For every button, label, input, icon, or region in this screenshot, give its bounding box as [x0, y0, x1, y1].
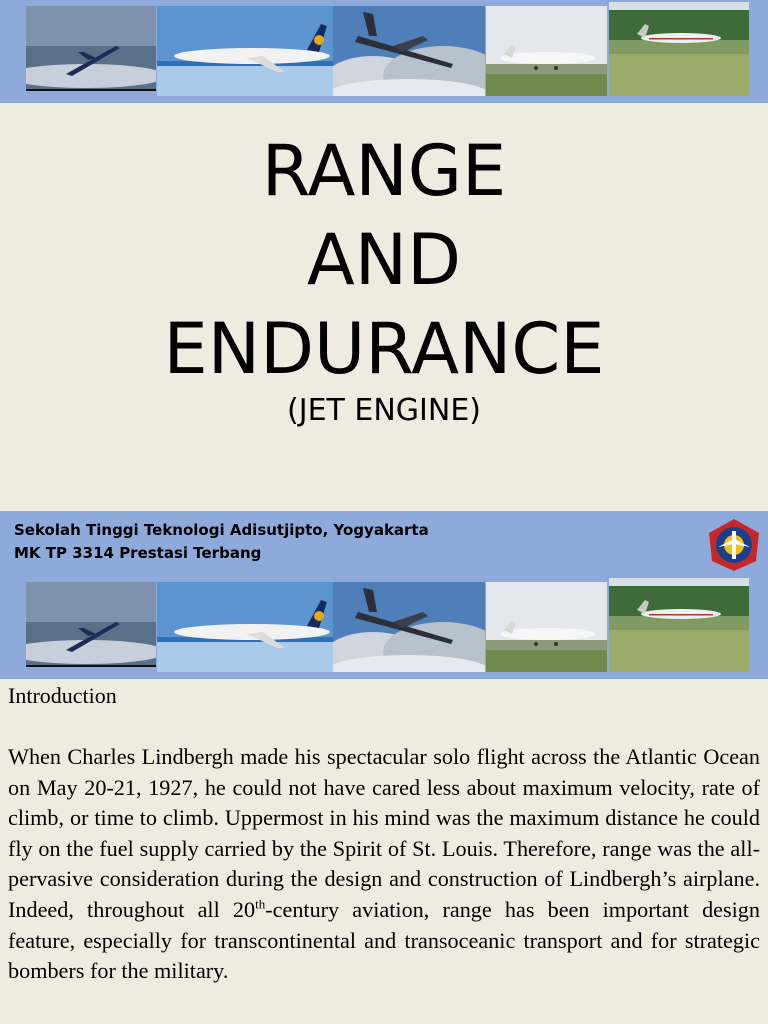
plane-photo-climb — [26, 6, 156, 91]
plane-photo-takeoff — [609, 578, 749, 672]
title-line-3: ENDURANCE — [163, 308, 605, 390]
institution-name: Sekolah Tinggi Teknologi Adisutjipto, Yogyakarta — [14, 521, 429, 539]
plane-photo-climb — [26, 582, 156, 667]
paragraph-text-end: -century aviation, range has been important design feature, especially for transcontinental and transoceanic transport and for strategic bombers for the military. — [8, 896, 760, 984]
intro-paragraph — [8, 742, 760, 987]
course-code: MK TP 3314 Prestasi Terbang — [14, 544, 262, 562]
superscript-th: th — [255, 896, 266, 912]
plane-photo-clouds — [333, 6, 485, 96]
subtitle: (JET ENGINE) — [287, 393, 481, 428]
plane-photo-runway — [486, 6, 607, 96]
title-line-2: AND — [306, 219, 462, 301]
photo-strip-top — [0, 0, 768, 103]
plane-photo-takeoff — [609, 2, 749, 96]
photo-strip-bottom — [0, 576, 768, 679]
institution-logo-icon — [706, 517, 762, 573]
plane-photo-jet-airways — [157, 6, 333, 96]
plane-photo-runway — [486, 582, 607, 672]
title-area — [0, 103, 768, 511]
plane-photo-jet-airways — [157, 582, 333, 672]
plane-photo-clouds — [333, 582, 485, 672]
content-section — [0, 679, 768, 1024]
paragraph-text-start: When Charles Lindbergh made his spectacular solo flight across the Atlantic Ocean on May 20-21, 1927, he could not have cared less about maximum velocity, rate of climb, or time to climb. Uppermost in his mind was the maximum distance he could fly on the fuel supply carried by the Spirit of St. Louis. Therefore, range was the all-pervasive consideration during the design and construction of Lindbergh’s airplane. Indeed, throughout all 20 — [8, 744, 760, 922]
title-line-1: RANGE — [261, 130, 507, 212]
section-heading: Introduction — [8, 683, 117, 708]
institution-bar — [0, 511, 768, 576]
